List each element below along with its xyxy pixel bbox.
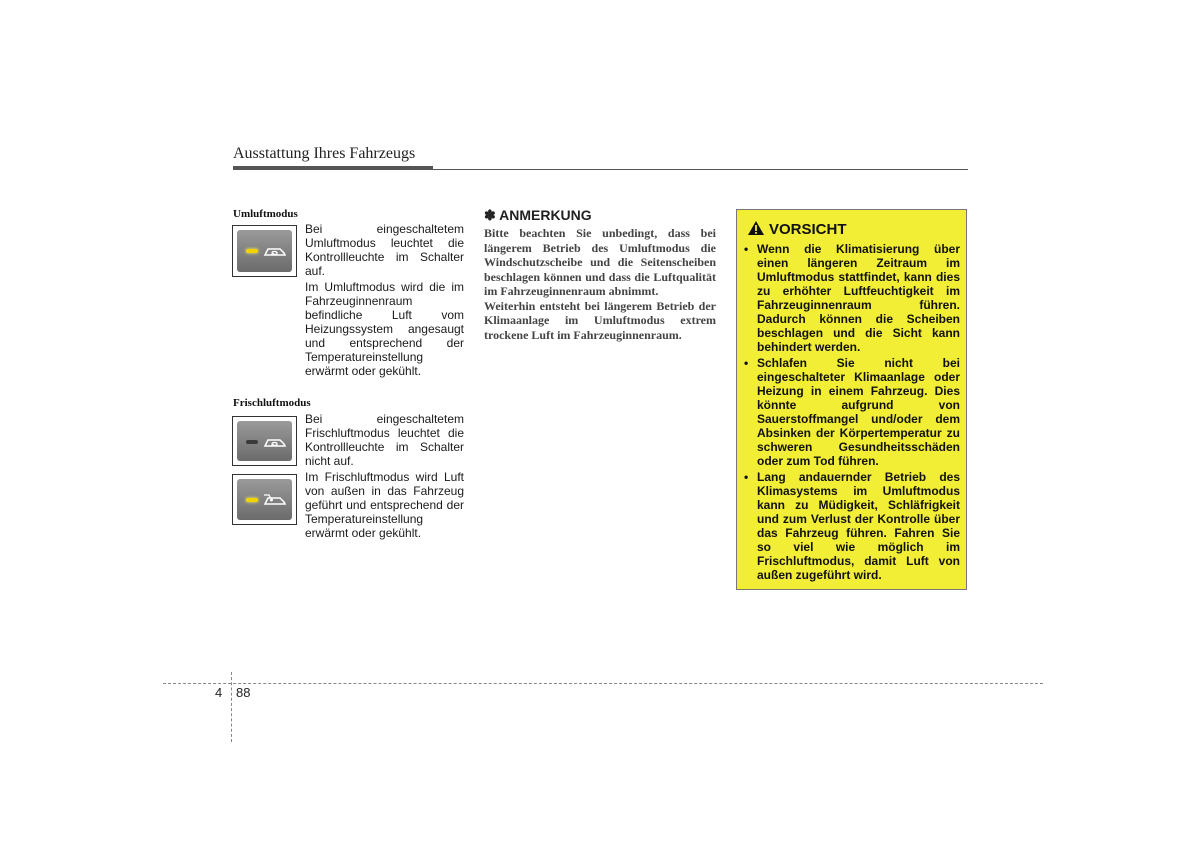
bullet-icon: • xyxy=(744,356,749,370)
warning-item: • Schlafen Sie nicht bei eingeschalteter Klimaanlage oder Heizung in einem Fahrzeug. Dies könnte aufgrund von Sauerstoffmangel und/oder dem Absinken der Körpertemperatur zu schweren Gesundheitsschäden oder zum Tod führen. xyxy=(744,356,960,468)
warning-triangle-icon xyxy=(747,220,765,236)
umluft-text-1: Bei eingeschaltetem Umluftmodus leuchtet die Kontrollleuchte im Schalter auf. xyxy=(305,222,464,278)
note-asterisk-icon: ✽ xyxy=(484,207,496,223)
page-header-title: Ausstattung Ihres Fahrzeugs xyxy=(233,145,416,162)
footer-dashed-divider xyxy=(231,672,232,742)
note-body xyxy=(484,226,716,342)
note-heading-label: ANMERKUNG xyxy=(499,207,592,223)
umluft-text-2: Im Umluftmodus wird die im Fahrzeuginnenraum befindliche Luft vom Heizungssystem angesaugt und entsprechend der Temperatureinstellung erwärmt oder gekühlt. xyxy=(305,280,464,378)
warning-heading-label: VORSICHT xyxy=(769,221,847,238)
warning-heading xyxy=(747,220,847,238)
page-number: 88 xyxy=(236,685,251,700)
indicator-led-off-icon xyxy=(246,440,258,444)
note-text-1: Bitte beachten Sie unbedingt, dass bei längerem Betrieb des Umluftmodus die Windschutzscheibe und die Seitenscheiben beschlagen können und dass die Luftqualität im Fahrzeuginnenraum abnimmt. xyxy=(484,226,716,298)
recirculation-car-icon xyxy=(263,241,287,261)
warning-box xyxy=(736,209,967,590)
recirculation-switch-on-illustration xyxy=(232,225,297,277)
note-text-2: Weiterhin entsteht bei längerem Betrieb der Klimaanlage im Umluftmodus extrem trockene Luft im Fahrzeuginnenraum. xyxy=(484,298,716,342)
chapter-number: 4 xyxy=(215,685,223,700)
footer-dashed-rule xyxy=(163,683,1043,684)
warning-item: • Lang andauernder Betrieb des Klimasystems im Umluftmodus kann zu Müdigkeit, Schläfrigkeit und zum Verlust der Kontrolle über das Fahrzeug führen. Fahren Sie so viel wie möglich im Frischluftmodus, damit Luft von außen zugeführt wird. xyxy=(744,470,960,582)
fresh-air-switch-on-illustration xyxy=(232,474,297,525)
note-heading xyxy=(484,207,592,224)
warning-list xyxy=(743,242,960,584)
indicator-led-on-icon xyxy=(246,498,258,502)
recirculation-switch-off-illustration xyxy=(232,416,297,466)
frischluft-text-1: Bei eingeschaltetem Frischluftmodus leuchtet die Kontrollleuchte im Schalter nicht auf. xyxy=(305,412,464,468)
bullet-icon: • xyxy=(744,242,749,256)
header-rule xyxy=(233,169,968,170)
umluft-heading: Umluftmodus xyxy=(233,208,298,220)
warning-item: • Wenn die Klimatisierung über einen längeren Zeitraum im Umluftmodus stattfindet, kann dies zu erhöhter Luftfeuchtigkeit im Fahrzeuginnenraum führen. Dadurch können die Scheiben beschlagen und die Sicht kann behindert werden. xyxy=(744,242,960,354)
frischluft-text-2: Im Frischluftmodus wird Luft von außen in das Fahrzeug geführt und entsprechend der Temperatureinstellung erwärmt oder gekühlt. xyxy=(305,470,464,540)
fresh-air-car-icon xyxy=(263,490,287,510)
frischluft-heading: Frischluftmodus xyxy=(233,397,311,409)
recirculation-car-icon xyxy=(263,432,287,452)
bullet-icon: • xyxy=(744,470,749,484)
indicator-led-on-icon xyxy=(246,249,258,253)
